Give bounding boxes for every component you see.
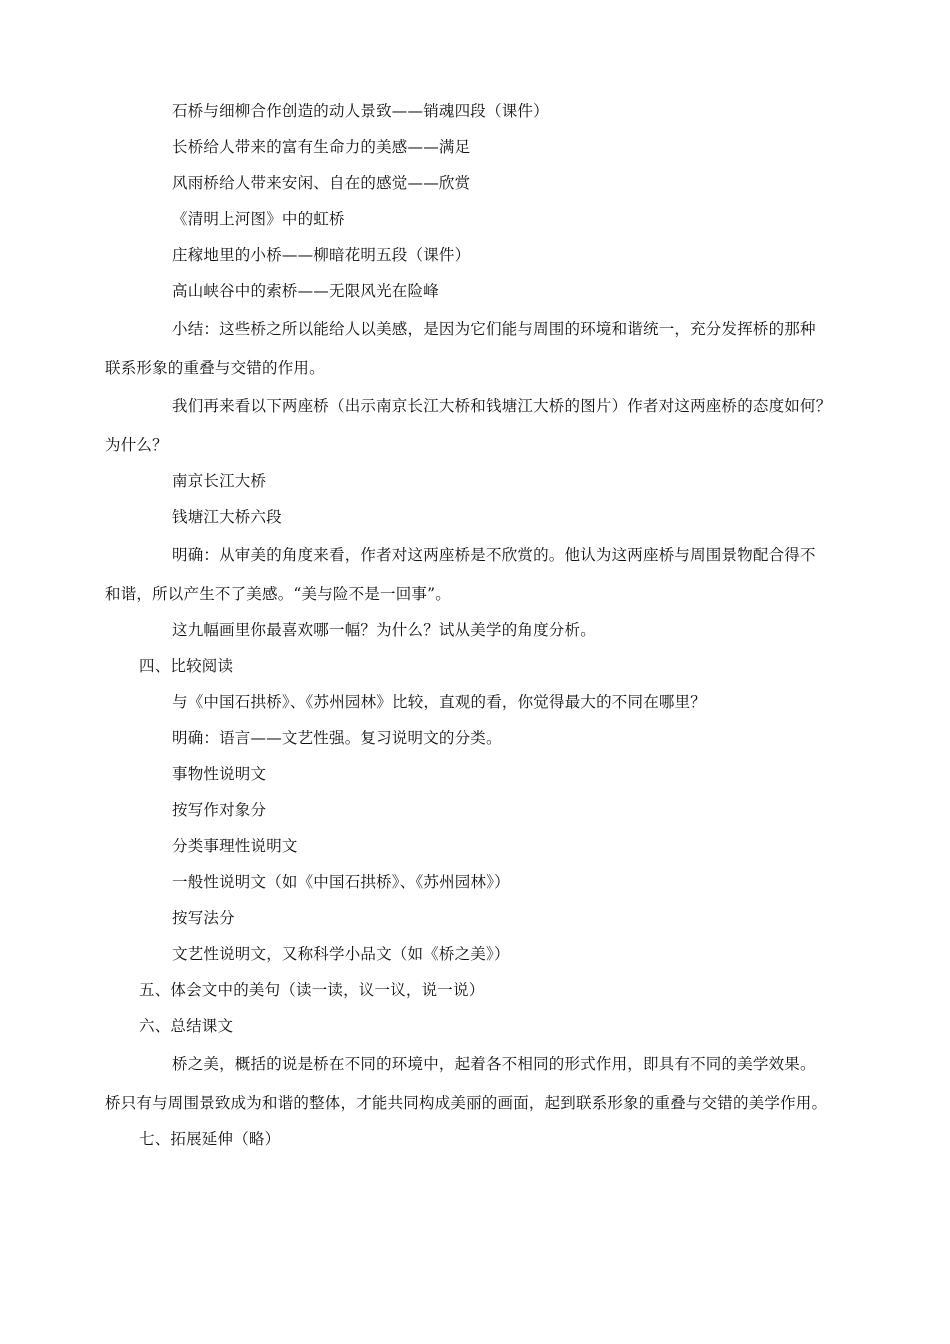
paragraph-line: 长桥给人带来的富有生命力的美感——满足 bbox=[172, 138, 471, 156]
paragraph-line: 分类事理性说明文 bbox=[172, 837, 298, 855]
paragraph-line: 石桥与细柳合作创造的动人景致——销魂四段（课件） bbox=[172, 102, 549, 120]
paragraph-line: 一般性说明文（如《中国石拱桥》、《苏州园林》） bbox=[172, 873, 510, 891]
paragraph-line: 和谐，所以产生不了美感。“美与险不是一回事”。 bbox=[105, 585, 451, 603]
paragraph-line: 我们再来看以下两座桥（出示南京长江大桥和钱塘江大桥的图片）作者对这两座桥的态度如何？ bbox=[172, 397, 832, 415]
paragraph-line: 明确：语言——文艺性强。复习说明文的分类。 bbox=[172, 729, 502, 747]
paragraph-line: 钱塘江大桥六段 bbox=[172, 508, 282, 526]
paragraph-line: 按写法分 bbox=[172, 909, 235, 927]
section-heading: 六、总结课文 bbox=[139, 1017, 234, 1035]
paragraph-line: 文艺性说明文，又称科学小品文（如《桥之美》） bbox=[172, 945, 510, 963]
section-heading: 五、体会文中的美句（读一读，议一议，说一说） bbox=[139, 981, 485, 999]
paragraph-line: 桥之美，概括的说是桥在不同的环境中，起着各不相同的形式作用，即具有不同的美学效果。 bbox=[172, 1055, 816, 1073]
paragraph-line: 与《中国石拱桥》、《苏州园林》比较，直观的看，你觉得最大的不同在哪里？ bbox=[172, 693, 707, 711]
paragraph-line: 为什么？ bbox=[105, 436, 168, 454]
paragraph-line: 《清明上河图》中的虹桥 bbox=[172, 210, 345, 228]
paragraph-line: 南京长江大桥 bbox=[172, 472, 267, 490]
section-heading: 七、拓展延伸（略） bbox=[139, 1130, 281, 1148]
paragraph-line: 这九幅画里你最喜欢哪一幅？为什么？试从美学的角度分析。 bbox=[172, 621, 596, 639]
paragraph-line: 高山峡谷中的索桥——无限风光在险峰 bbox=[172, 282, 439, 300]
paragraph-line: 庄稼地里的小桥——柳暗花明五段（课件） bbox=[172, 246, 471, 264]
paragraph-line: 联系形象的重叠与交错的作用。 bbox=[105, 359, 325, 377]
paragraph-line: 桥只有与周围景致成为和谐的整体，才能共同构成美丽的画面，起到联系形象的重叠与交错的美学作用。 bbox=[105, 1094, 828, 1112]
paragraph-line: 风雨桥给人带来安闲、自在的感觉——欣赏 bbox=[172, 174, 471, 192]
paragraph-line: 小结：这些桥之所以能给人以美感，是因为它们能与周围的环境和谐统一，充分发挥桥的那种 bbox=[172, 320, 816, 338]
section-heading: 四、比较阅读 bbox=[139, 657, 234, 675]
paragraph-line: 事物性说明文 bbox=[172, 765, 267, 783]
paragraph-line: 按写作对象分 bbox=[172, 801, 267, 819]
paragraph-line: 明确：从审美的角度来看，作者对这两座桥是不欣赏的。他认为这两座桥与周围景物配合得不 bbox=[172, 546, 816, 564]
